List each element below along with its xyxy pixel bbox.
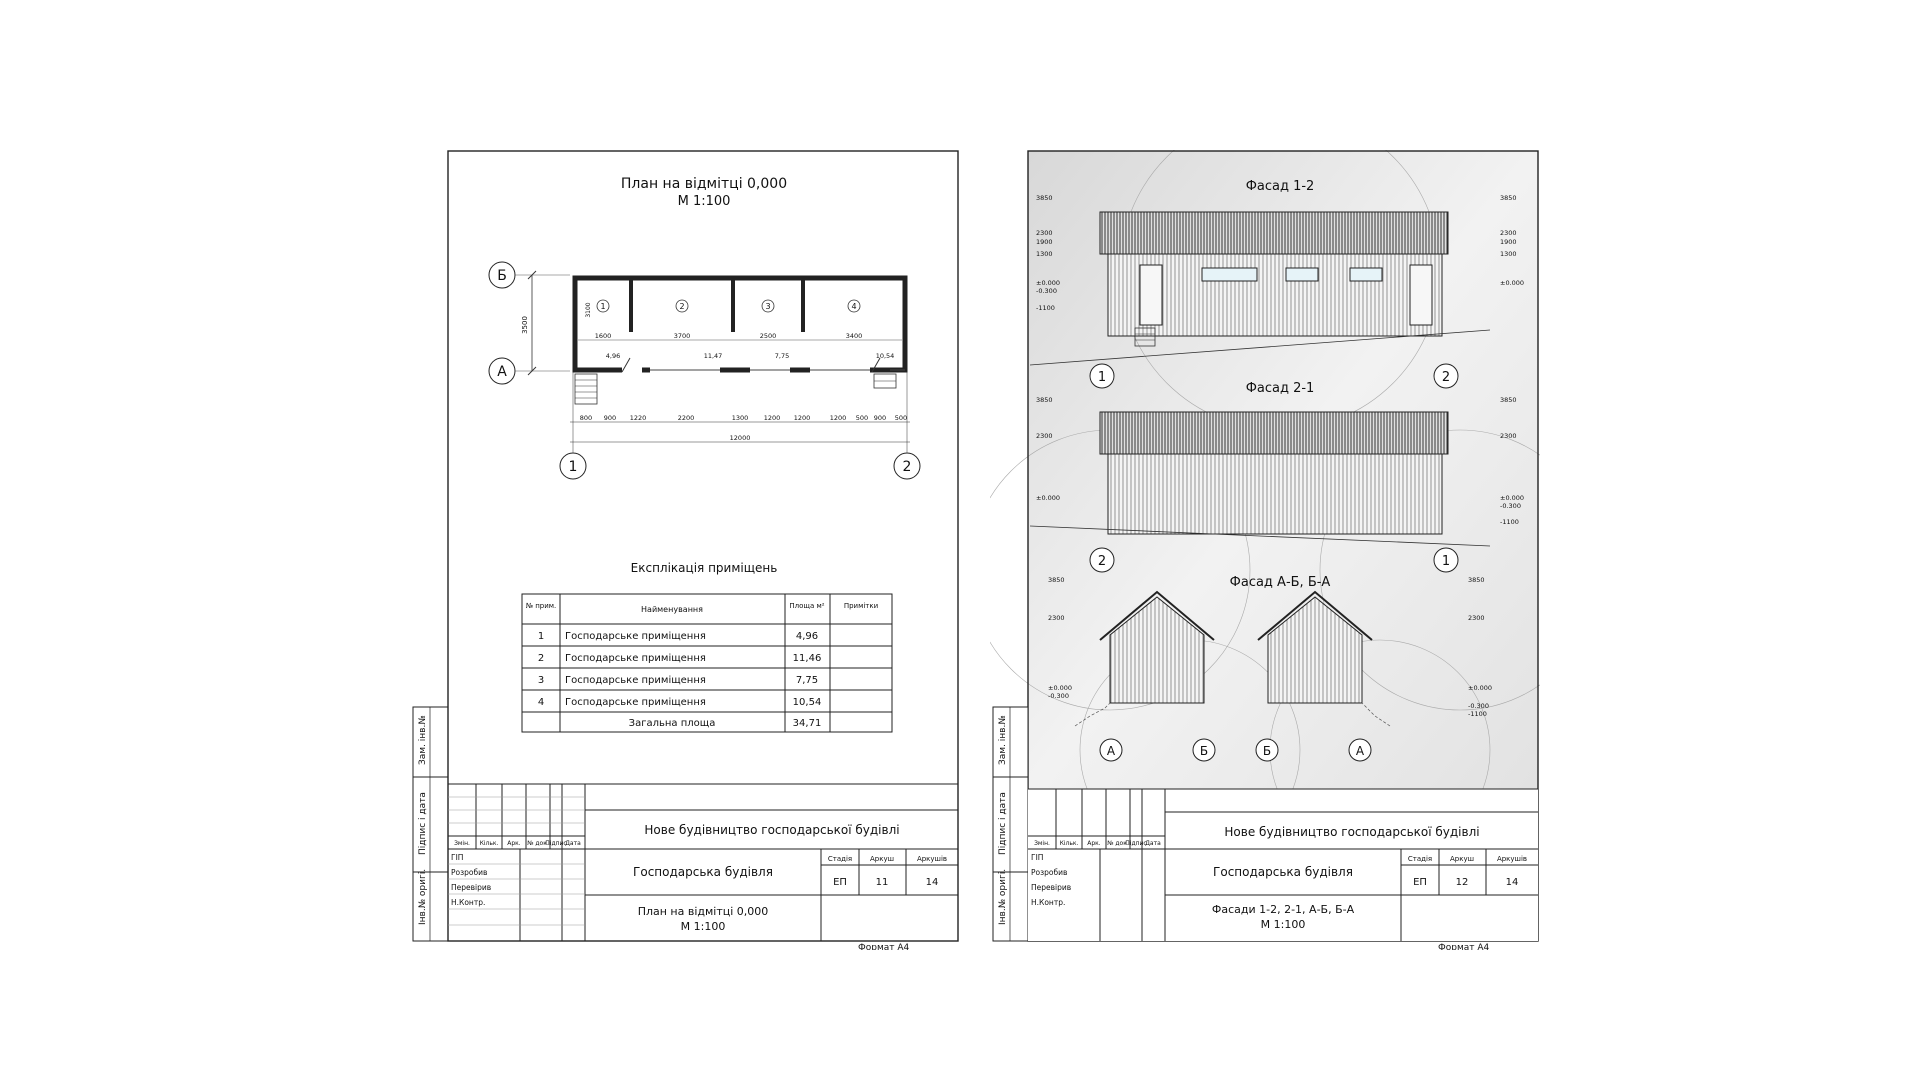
dim-chain-9: 900 — [873, 414, 887, 422]
stamp-project: Нове будівництво господарської будівлі — [644, 823, 900, 837]
f2-level-right-0: 3850 — [1500, 396, 1517, 404]
plan-scale: М 1:100 — [677, 194, 731, 209]
stamp-head-sheets: Аркушів — [916, 855, 948, 863]
room-4-width: 3400 — [845, 332, 863, 340]
f2-level-right-1: 2300 — [1500, 432, 1517, 440]
format-label-2: Формат А4 — [1438, 943, 1490, 950]
stamp2-col-change: Змін. — [1034, 840, 1050, 847]
axis-b-label: Б — [497, 268, 507, 284]
th-name: Найменування — [641, 605, 703, 614]
stamp2-head-stage: Стадія — [1407, 855, 1433, 863]
side-label-sign-2: Підпис і дата — [998, 792, 1008, 855]
side-label-replace: Зам. інв.№ — [418, 715, 428, 765]
th-notes: Примітки — [843, 602, 879, 610]
dim-chain-6: 1200 — [793, 414, 811, 422]
stamp2-role-gip: ГІП — [1031, 853, 1044, 862]
stamp2-role-checker: Перевірив — [1031, 883, 1072, 892]
f2-level-left-1: 2300 — [1036, 432, 1053, 440]
th-num: № прим. — [525, 602, 557, 610]
f3-level-right-4: -1100 — [1468, 710, 1487, 718]
stamp2-col-sign: Підпис — [1125, 840, 1147, 847]
building-walls — [575, 278, 905, 404]
dim-chain-5: 1200 — [763, 414, 781, 422]
room-3-width: 2500 — [759, 332, 777, 340]
room-4-area: 10,54 — [875, 352, 895, 360]
room-3-area: 7,75 — [774, 352, 790, 360]
f3-level-right-0: 3850 — [1468, 576, 1485, 584]
stamp-col-sign: Підпис — [545, 840, 567, 847]
stamp2-head-sheets: Аркушів — [1496, 855, 1528, 863]
overall-length: 12000 — [729, 434, 751, 442]
floor-plan-drawing — [410, 150, 960, 950]
side-label-sign: Підпис і дата — [418, 792, 428, 855]
table-row-1-num: 1 — [537, 631, 545, 642]
f1-level-right-3: 1300 — [1500, 250, 1517, 258]
room-3-number: 3 — [765, 302, 771, 311]
table-row-1-area: 4,96 — [795, 631, 819, 642]
stamp2-role-normcontrol: Н.Контр. — [1031, 898, 1066, 907]
room-2-area: 11,47 — [703, 352, 723, 360]
f1-level-left-0: 3850 — [1036, 194, 1053, 202]
f2-level-right-2: ±0.000 — [1500, 494, 1525, 502]
wall-dim-note: 3100 — [585, 302, 592, 318]
facade-2-1-axis-right: 1 — [1441, 554, 1451, 569]
f1-level-left-3: 1300 — [1036, 250, 1053, 258]
stamp-col-change: Змін. — [454, 840, 470, 847]
side-label-inv: Інв.№ оригі. — [418, 868, 428, 925]
facade-a-b-axis-0: А — [1106, 744, 1116, 758]
f1-level-left-6: -1100 — [1036, 304, 1055, 312]
f3-level-left-3: -0.300 — [1048, 692, 1069, 700]
depth-dim: 3500 — [521, 316, 529, 334]
facade-1-2-title: Фасад 1-2 — [1245, 179, 1315, 194]
stamp-role-gip: ГІП — [451, 853, 464, 862]
table-row-1-name: Господарське приміщення — [565, 631, 706, 642]
axis-2-label: 2 — [902, 459, 912, 475]
stamp-role-developer: Розробив — [451, 868, 488, 877]
facade-a-b-axis-1: Б — [1199, 744, 1209, 758]
room-1-area: 4,96 — [605, 352, 621, 360]
room-2-width: 3700 — [673, 332, 691, 340]
f2-level-left-0: 3850 — [1036, 396, 1053, 404]
stamp-drawing-scale: М 1:100 — [680, 920, 726, 933]
stamp2-col-date: Дата — [1145, 840, 1161, 847]
f2-level-left-2: ±0.000 — [1036, 494, 1061, 502]
f1-level-left-5: -0.300 — [1036, 287, 1057, 295]
stamp2-col-qty: Кільк. — [1059, 840, 1079, 847]
dim-chain-8: 500 — [855, 414, 869, 422]
stamp-role-normcontrol: Н.Контр. — [451, 898, 486, 907]
axis-a-label: А — [497, 364, 507, 380]
axis-1-label: 1 — [568, 459, 578, 475]
f3-level-left-1: 2300 — [1048, 614, 1065, 622]
table-row-4-num: 4 — [537, 697, 545, 708]
stamp-building: Господарська будівля — [633, 865, 773, 879]
f1-level-left-4: ±0.000 — [1036, 279, 1061, 287]
facade-a-b-axis-3: А — [1355, 744, 1365, 758]
f1-level-right-1: 2300 — [1500, 229, 1517, 237]
facade-2-1-title: Фасад 2-1 — [1245, 381, 1315, 396]
stamp-role-checker: Перевірив — [451, 883, 492, 892]
stamp2-role-developer: Розробив — [1031, 868, 1068, 877]
stamp2-building: Господарська будівля — [1213, 865, 1353, 879]
stamp2-col-doc: № док. — [1107, 840, 1129, 847]
table-row-3-area: 7,75 — [795, 675, 819, 686]
format-label: Формат А4 — [858, 943, 910, 950]
dim-chain-7: 1200 — [829, 414, 847, 422]
facade-1-2-axis-right: 2 — [1441, 370, 1451, 385]
facade-a-b-axis-2: Б — [1262, 744, 1272, 758]
stamp2-sheet: 12 — [1455, 877, 1469, 888]
f3-level-left-2: ±0.000 — [1048, 684, 1073, 692]
stamp2-sheets: 14 — [1505, 877, 1519, 888]
room-4-number: 4 — [851, 302, 857, 311]
table-row-2-area: 11,46 — [792, 653, 822, 664]
side-label-replace-2: Зам. інв.№ — [998, 715, 1008, 765]
f3-level-right-3: -0.300 — [1468, 702, 1489, 710]
stamp2-drawing: Фасади 1-2, 2-1, А-Б, Б-А — [1211, 903, 1355, 916]
f1-level-right-2: 1900 — [1500, 238, 1517, 246]
room-1-number: 1 — [600, 302, 606, 311]
dim-chain-4: 1300 — [731, 414, 749, 422]
f2-level-right-4: -1100 — [1500, 518, 1519, 526]
stamp-head-sheet: Аркуш — [869, 855, 895, 863]
dim-chain-10: 500 — [894, 414, 908, 422]
room-1-width: 1600 — [594, 332, 612, 340]
table-row-2-name: Господарське приміщення — [565, 653, 706, 664]
facade-1-2-axis-left: 1 — [1097, 370, 1107, 385]
stamp-col-qty: Кільк. — [479, 840, 499, 847]
f3-level-left-0: 3850 — [1048, 576, 1065, 584]
stamp-col-date: Дата — [565, 840, 581, 847]
stamp-sheets: 14 — [925, 877, 939, 888]
f1-level-right-4: ±0.000 — [1500, 279, 1525, 287]
f1-level-left-1: 2300 — [1036, 229, 1053, 237]
room-2-number: 2 — [679, 302, 685, 311]
dim-chain-1: 900 — [603, 414, 617, 422]
side-label-inv-2: Інв.№ оригі. — [998, 868, 1008, 925]
dim-chain-3: 2200 — [677, 414, 695, 422]
table-row-4-name: Господарське приміщення — [565, 697, 706, 708]
table-total-value: 34,71 — [792, 718, 822, 729]
table-title: Експлікація приміщень — [630, 561, 778, 575]
stamp2-project: Нове будівництво господарської будівлі — [1224, 825, 1480, 839]
f1-level-right-0: 3850 — [1500, 194, 1517, 202]
stamp2-drawing-scale: М 1:100 — [1260, 918, 1306, 931]
table-row-3-name: Господарське приміщення — [565, 675, 706, 686]
table-row-3-num: 3 — [537, 675, 545, 686]
stamp-drawing: План на відмітці 0,000 — [637, 905, 769, 918]
stamp-col-doc: № док. — [527, 840, 549, 847]
stamp2-stage: ЕП — [1413, 877, 1427, 888]
facade-a-b-title: Фасад А-Б, Б-А — [1229, 575, 1331, 590]
stamp-sheet: 11 — [875, 877, 889, 888]
stamp-col-sheet: Арк. — [507, 840, 521, 847]
th-area: Площа м² — [789, 602, 825, 610]
f2-level-right-3: -0.300 — [1500, 502, 1521, 510]
f3-level-right-2: ±0.000 — [1468, 684, 1493, 692]
stamp2-col-sheet: Арк. — [1087, 840, 1101, 847]
facade-2-1-axis-left: 2 — [1097, 554, 1107, 569]
plan-title: План на відмітці 0,000 — [620, 176, 788, 192]
table-row-2-num: 2 — [537, 653, 545, 664]
f3-level-right-1: 2300 — [1468, 614, 1485, 622]
f1-level-left-2: 1900 — [1036, 238, 1053, 246]
stamp-head-stage: Стадія — [827, 855, 853, 863]
table-row-4-area: 10,54 — [792, 697, 822, 708]
stamp2-head-sheet: Аркуш — [1449, 855, 1475, 863]
sheet-facades — [990, 150, 1540, 950]
dim-chain-2: 1220 — [629, 414, 647, 422]
dim-chain-0: 800 — [579, 414, 593, 422]
table-total-label: Загальна площа — [628, 718, 716, 729]
facades-drawing — [990, 150, 1540, 950]
sheet-floor-plan — [410, 150, 960, 950]
stamp-stage: ЕП — [833, 877, 847, 888]
